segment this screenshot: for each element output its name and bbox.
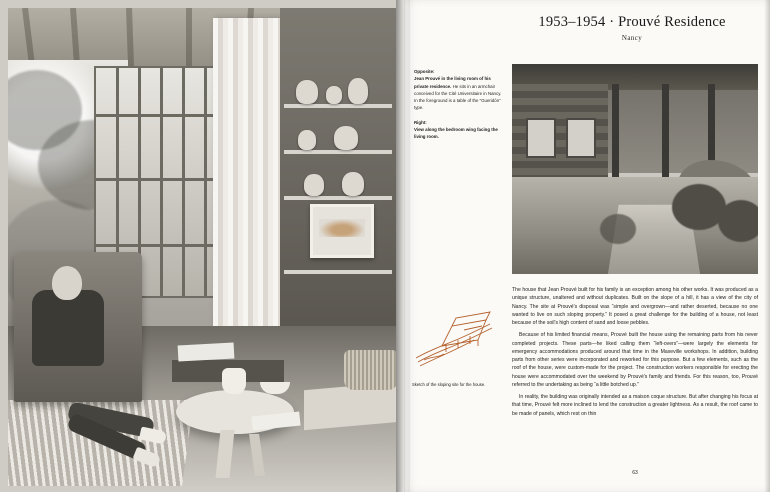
page-title: 1953–1954 · Prouvé Residence xyxy=(538,14,726,30)
house-photograph xyxy=(512,64,758,274)
page-number: 63 xyxy=(632,470,638,476)
living-room-photograph xyxy=(8,8,396,486)
pottery xyxy=(334,126,358,150)
body-text xyxy=(512,286,758,422)
page-subtitle: Nancy xyxy=(621,34,643,42)
page-edge xyxy=(764,0,770,492)
caption-column xyxy=(414,68,502,147)
shelf xyxy=(284,196,392,200)
curtain xyxy=(213,18,285,348)
body-paragraph: The house that Jean Prouvé built for his family is an exception among his other works. It was produced as a unique structure, unaltered and without duplicates. Built on the slope of a hill, it has a view of the city of Nancy. The site at Prouvé's disposal was “simple and overgrown—and rather deserted, because no one wanted to live on such sloping property.” It posed a great challenge for the building of a house, not least because of the soil's high content of sand and loose pebbles. xyxy=(512,287,758,326)
pottery xyxy=(296,80,318,104)
pottery xyxy=(348,78,368,104)
framed-artwork xyxy=(310,204,374,258)
caption-lead: View along the bedroom wing facing the living room. xyxy=(414,126,498,140)
shrub xyxy=(718,200,758,242)
body-paragraph: In reality, the building was originally intended as a maison coque structure. But after changing his focus at that time, Prouvé felt more inclined to lend the construction a greater lightness. As a result, the roof came to be made of panels, which rest on thin xyxy=(512,394,758,417)
pottery xyxy=(342,172,364,196)
pottery xyxy=(304,174,324,196)
caption-opposite xyxy=(414,68,502,112)
vase xyxy=(222,368,246,394)
caption-label: Opposite: xyxy=(414,69,435,74)
facade-window xyxy=(526,118,556,158)
papers xyxy=(178,343,235,362)
site-sketch xyxy=(412,300,504,376)
shelf xyxy=(284,150,392,154)
shrub xyxy=(600,214,636,244)
sketch-caption: Sketch of the sloping site for the house. xyxy=(412,382,486,387)
caption-lead: Jean Prouvé in the living room of his private residence. xyxy=(414,76,491,89)
caption-right xyxy=(414,119,502,141)
seated-figure-body xyxy=(32,290,104,366)
caption-rest: He sits in an armchair conceived for the Cité Universitaire in Nancy. In the foreground is a table of the “Gueridón” type. xyxy=(414,83,502,111)
facade-window xyxy=(566,118,596,158)
site-sketch-drawing xyxy=(412,300,504,376)
right-page xyxy=(404,0,770,492)
pottery xyxy=(326,86,342,104)
shelf-wall xyxy=(280,8,396,368)
shelf xyxy=(284,104,392,108)
shelf xyxy=(284,270,392,274)
seated-figure-head xyxy=(52,266,82,300)
book-gutter xyxy=(396,0,410,492)
body-paragraph: Because of his limited financial means, Prouvé built the house using the remaining parts from his never completed projects. These parts—he liked calling them “left-overs”—were largely the elements for emergency accommodations produced around that time in the Maxeville workshops. In addition, building parts from other series were incorporated and reworked for this purpose. But a few elements, such as the roof of the house, were custom-made for the project. The construction workers responsible for erecting the house were accommodated over the weekend by Prouvé's family and friends. For this reason, too, Prouvé referred to the undertaking as being “a little botched up.” xyxy=(512,332,758,388)
pottery xyxy=(298,130,316,150)
caption-label: Right: xyxy=(414,119,427,125)
basket xyxy=(344,350,396,390)
